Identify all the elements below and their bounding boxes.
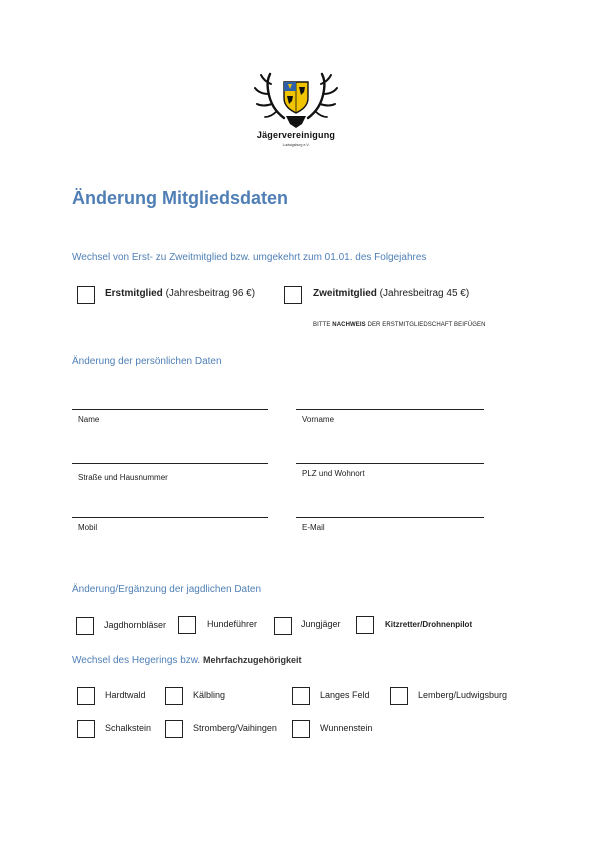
antler-crest-icon <box>246 70 346 132</box>
plz-line[interactable] <box>296 463 484 464</box>
wunnenstein-checkbox[interactable] <box>292 720 310 738</box>
strasse-label: Straße und Hausnummer <box>78 473 168 482</box>
membership-heading: Wechsel von Erst- zu Zweitmitglied bzw. umgekehrt zum 01.01. des Folgejahres <box>72 252 427 263</box>
hardtwald-label: Hardtwald <box>105 690 146 700</box>
hardtwald-checkbox[interactable] <box>77 687 95 705</box>
logo-subtitle: Ludwigsburg e.V. <box>282 143 310 147</box>
jungjaeger-label: Jungjäger <box>301 619 341 629</box>
logo-name: Jägervereinigung <box>256 130 336 140</box>
page-title: Änderung Mitgliedsdaten <box>72 188 288 208</box>
personal-heading: Änderung der persönlichen Daten <box>72 356 222 367</box>
strasse-line[interactable] <box>72 463 268 464</box>
kaelbling-checkbox[interactable] <box>165 687 183 705</box>
vorname-label: Vorname <box>302 415 335 424</box>
mobil-label: Mobil <box>78 523 98 532</box>
name-line[interactable] <box>72 409 268 410</box>
hunting-heading: Änderung/Ergänzung der jagdlichen Daten <box>72 584 262 595</box>
kitzretter-checkbox[interactable] <box>356 616 374 634</box>
stromberg-vaihingen-label: Stromberg/Vaihingen <box>193 723 277 733</box>
erstmitglied-label: Erstmitglied (Jahresbeitrag 96 €) <box>105 288 256 299</box>
vorname-line[interactable] <box>296 409 484 410</box>
mobil-line[interactable] <box>72 517 268 518</box>
name-label: Name <box>78 415 100 424</box>
jungjaeger-checkbox[interactable] <box>274 617 292 635</box>
kaelbling-label: Kälbling <box>193 690 226 700</box>
wunnenstein-label: Wunnenstein <box>320 723 373 733</box>
email-line[interactable] <box>296 517 484 518</box>
plz-label: PLZ und Wohnort <box>302 469 365 478</box>
stromberg-vaihingen-checkbox[interactable] <box>165 720 183 738</box>
erstmitglied-checkbox[interactable] <box>77 286 95 304</box>
jagdhornblaeser-checkbox[interactable] <box>76 617 94 635</box>
hundefuehrer-label: Hundeführer <box>207 619 258 629</box>
hegering-heading: Wechsel des Hegerings bzw. Mehrfachzugehörigkeit <box>72 655 302 666</box>
jagdhornblaeser-label: Jagdhornbläser <box>104 620 167 630</box>
lemberg-ludwigsburg-checkbox[interactable] <box>390 687 408 705</box>
schalkstein-label: Schalkstein <box>105 723 152 733</box>
zweitmitglied-checkbox[interactable] <box>284 286 302 304</box>
lemberg-ludwigsburg-label: Lemberg/Ludwigsburg <box>418 690 508 700</box>
zweitmitglied-label: Zweitmitglied (Jahresbeitrag 45 €) <box>313 288 470 299</box>
email-label: E-Mail <box>302 523 325 532</box>
schalkstein-checkbox[interactable] <box>77 720 95 738</box>
nachweis-note: BITTE NACHWEIS DER ERSTMITGLIEDSCHAFT BEIFÜGEN <box>313 322 486 328</box>
langes-feld-checkbox[interactable] <box>292 687 310 705</box>
langes-feld-label: Langes Feld <box>320 690 370 700</box>
kitzretter-label: Kitzretter/Drohnenpilot <box>385 620 473 629</box>
hundefuehrer-checkbox[interactable] <box>178 616 196 634</box>
